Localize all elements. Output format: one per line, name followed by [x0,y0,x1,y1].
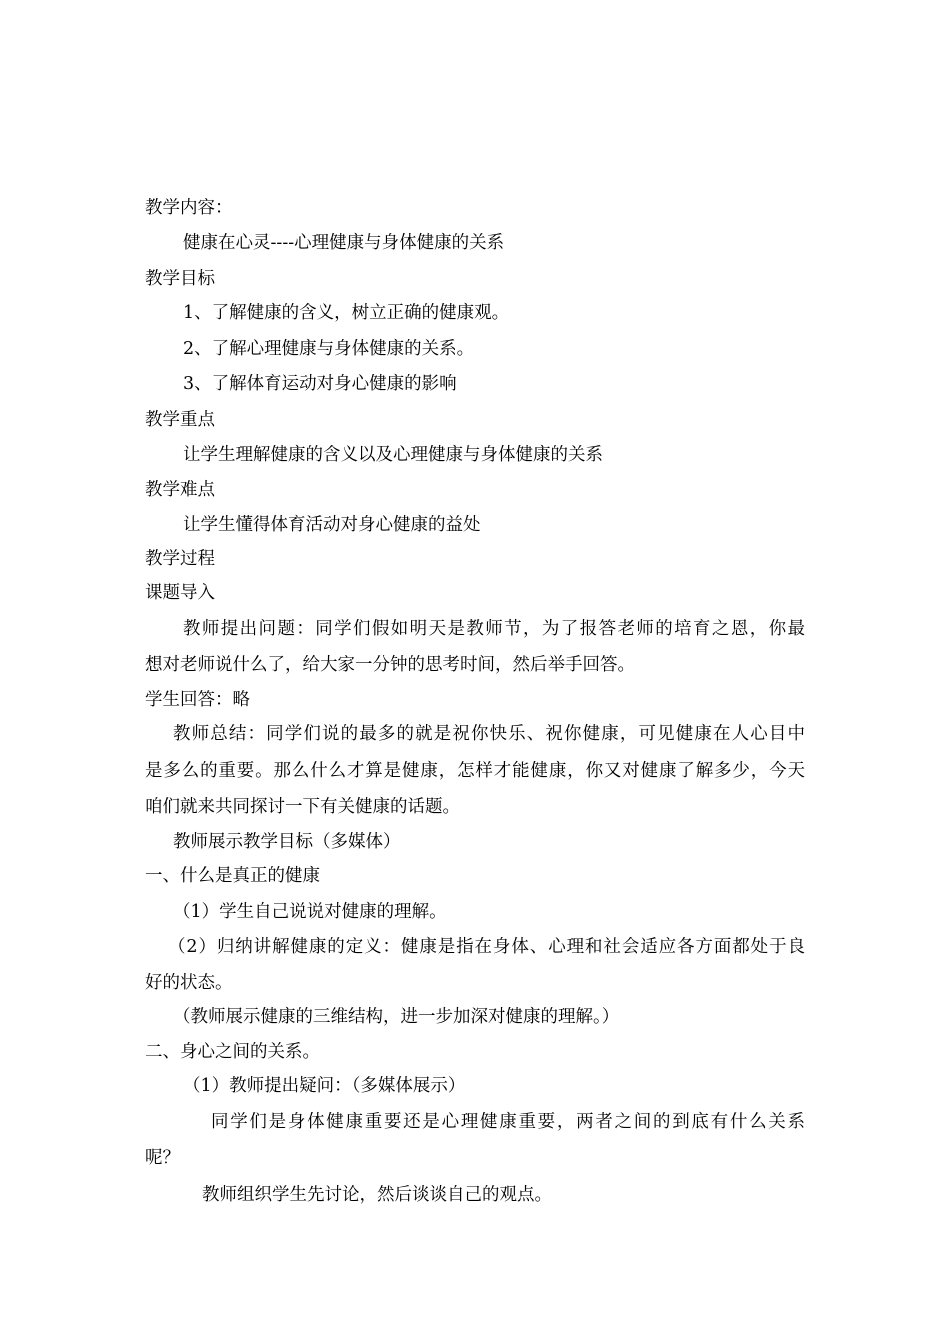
section-heading-content: 教学内容： [145,198,233,218]
part-one-item-1: （1）学生自己说说对健康的理解。 [173,902,447,922]
part-one-heading: 一、什么是真正的健康 [145,866,320,886]
teacher-summary-line-1: 教师总结：同学们说的最多的就是祝你快乐、祝你健康，可见健康在人心目中 [173,724,805,744]
section-heading-difficulty: 教学难点 [145,480,215,500]
difficulty-text: 让学生懂得体育活动对身心健康的益处 [183,515,481,535]
teacher-summary-line-3: 咱们就来共同探讨一下有关健康的话题。 [145,797,460,817]
objective-3: 3、了解体育运动对身心健康的影响 [183,374,457,394]
show-objectives: 教师展示教学目标（多媒体） [173,832,401,852]
objective-1: 1、了解健康的含义，树立正确的健康观。 [183,303,510,323]
teacher-question-line-2: 想对老师说什么了，给大家一分钟的思考时间，然后举手回答。 [145,655,635,675]
part-one-note: （教师展示健康的三维结构，进一步加深对健康的理解。） [173,1007,620,1027]
part-two-discussion: 教师组织学生先讨论，然后谈谈自己的观点。 [202,1185,552,1205]
teacher-summary-line-2: 是多么的重要。那么什么才算是健康，怎样才能健康，你又对健康了解多少，今天 [145,761,805,781]
teacher-question-line-1: 教师提出问题：同学们假如明天是教师节，为了报答老师的培育之恩，你最 [183,619,805,639]
section-heading-intro: 课题导入 [145,583,215,603]
part-two-question-line-2: 呢？ [145,1148,180,1168]
part-two-heading: 二、身心之间的关系。 [145,1042,320,1062]
section-heading-process: 教学过程 [145,549,215,569]
part-one-item-2-line-2: 好的状态。 [145,973,233,993]
student-answer: 学生回答：略 [145,690,250,710]
part-one-item-2-line-1: （2）归纳讲解健康的定义：健康是指在身体、心理和社会适应各方面都处于良 [168,937,805,957]
lesson-topic: 健康在心灵----心理健康与身体健康的关系 [183,233,505,253]
section-heading-key-point: 教学重点 [145,410,215,430]
part-two-question-line-1: 同学们是身体健康重要还是心理健康重要，两者之间的到底有什么关系 [211,1112,805,1132]
objective-2: 2、了解心理健康与身体健康的关系。 [183,339,475,359]
section-heading-objectives: 教学目标 [145,269,215,289]
part-two-item-1: （1）教师提出疑问：（多媒体展示） [183,1076,466,1096]
key-point-text: 让学生理解健康的含义以及心理健康与身体健康的关系 [183,445,603,465]
